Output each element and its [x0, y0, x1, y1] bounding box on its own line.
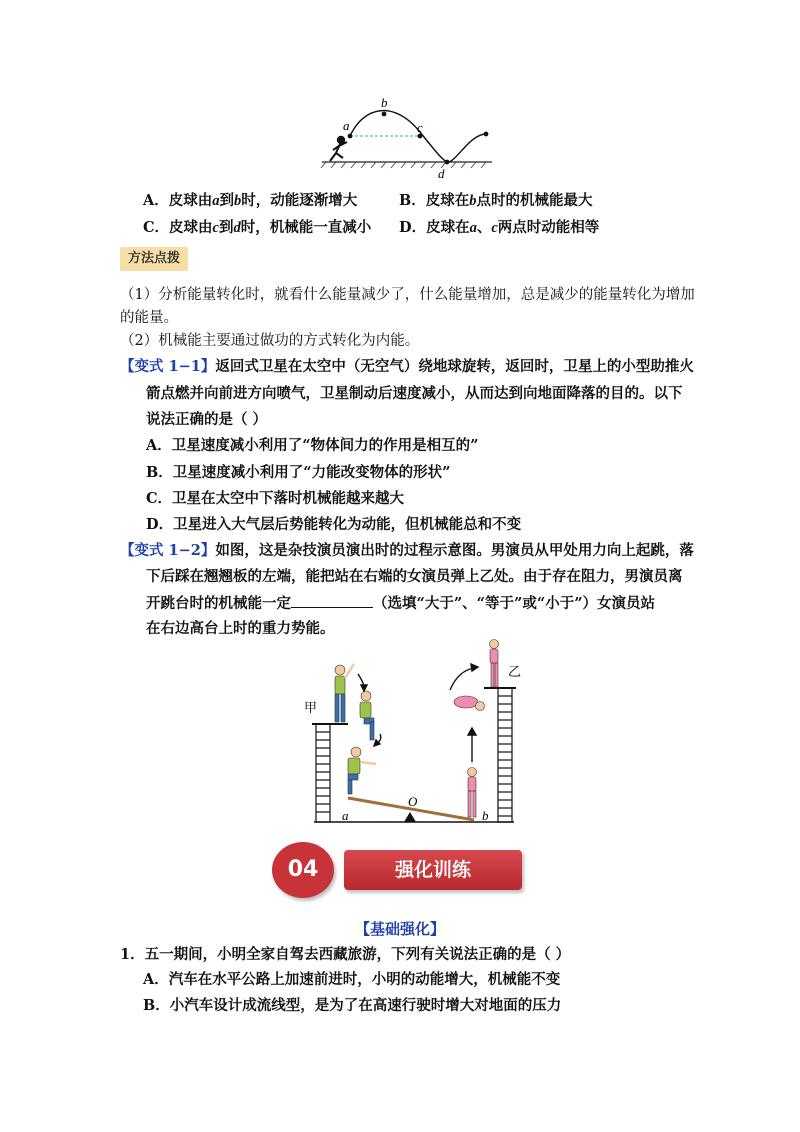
method-p2: （2）机械能主要通过做功的方式转化为内能。 — [120, 333, 420, 349]
label-o: O — [408, 794, 418, 809]
kicker-figure — [330, 137, 347, 161]
option-b: B．皮球在b点时的机械能最大 — [399, 192, 593, 209]
method-p1-line1: （1）分析能量转化时，就看什么能量减少了，什么能量增加，总是减少的能量转化为增加 — [120, 287, 695, 303]
variant-1-1-option-a: A．卫星速度减小利用了“物体间力的作用是相互的” — [146, 437, 479, 454]
method-p1-line2: 的能量。 — [120, 310, 178, 326]
male-acrobat — [335, 664, 376, 794]
variant-1-1-option-b: B．卫星速度减小利用了“力能改变物体的形状” — [146, 464, 451, 481]
banner-number: 04 — [272, 842, 334, 898]
option-d: D．皮球在a、c两点时动能相等 — [399, 219, 600, 236]
question-1-option-a: A．汽车在水平公路上加速前进时，小明的动能增大，机械能不变 — [143, 971, 561, 988]
banner-title: 强化训练 — [344, 850, 522, 890]
label-c: c — [417, 120, 423, 135]
acrobat-seesaw-figure — [302, 636, 522, 830]
answer-blank[interactable] — [291, 593, 373, 608]
bouncing-ball-figure — [316, 92, 500, 180]
ascent-arrows — [450, 664, 478, 762]
variant-1-1-line2: 箭点燃并向前进方向喷气，卫星制动后速度减小，从而达到向地面降落的目的。以下 — [146, 385, 683, 402]
variant-1-1-option-d: D．卫星进入大气层后势能转化为动能，但机械能总和不变 — [146, 516, 522, 533]
label-a: a — [343, 118, 350, 133]
method-tip-tag: 方法点拨 — [120, 247, 188, 271]
variant-1-1-line3: 说法正确的是（ ） — [146, 411, 268, 428]
variant-1-2-line2: 下后踩在翘翘板的左端，能把站在右端的女演员弹上乙处。由于存在阻力，男演员离 — [146, 568, 683, 585]
section-title: 【基础强化】 — [354, 920, 445, 938]
option-a: A．皮球由a到b时，动能逐渐增大 — [143, 192, 358, 209]
label-b-seesaw: b — [482, 808, 489, 823]
right-platform — [484, 688, 516, 822]
variant-1-2-line3: 开跳台时的机械能一定 （选填“大于”、“等于”或“小于”）女演员站 — [146, 595, 656, 612]
variant-1-2-line4: 在右边高台上时的重力势能。 — [146, 620, 335, 637]
label-jia: 甲 — [304, 701, 318, 716]
label-yi: 乙 — [508, 665, 522, 680]
variant-1-1-line1: 【变式 1−1】返回式卫星在太空中（无空气）绕地球旋转，返回时，卫星上的小型助推火 — [120, 358, 694, 375]
variant-1-1-option-c: C．卫星在太空中下落时机械能越来越大 — [146, 490, 405, 507]
question-1-option-b: B．小汽车设计成流线型，是为了在高速行驶时增大对地面的压力 — [143, 997, 562, 1014]
question-1-stem: 1．五一期间，小明全家自驾去西藏旅游，下列有关说法正确的是（ ） — [120, 946, 571, 963]
option-c: C．皮球由c到d时，机械能一直减小 — [143, 219, 372, 236]
section-banner — [272, 842, 524, 898]
label-d: d — [438, 166, 445, 180]
label-b: b — [381, 95, 388, 110]
label-a-seesaw: a — [342, 808, 349, 823]
seesaw-pivot — [404, 812, 416, 822]
variant-1-2-line1: 【变式 1−2】如图，这是杂技演员演出时的过程示意图。男演员从甲处用力向上起跳，落 — [120, 542, 694, 559]
